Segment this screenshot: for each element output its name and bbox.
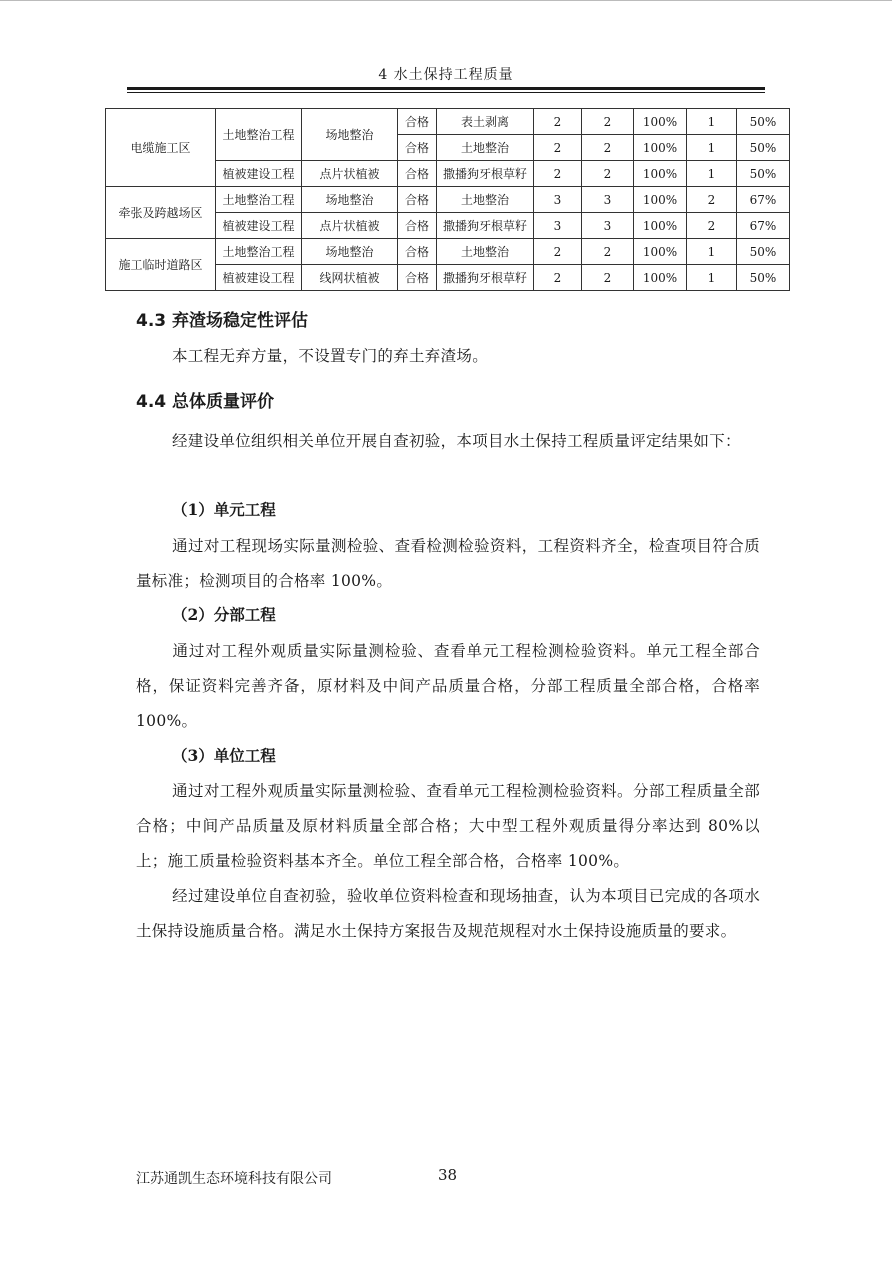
table-cell-excellent: 1 [687,135,737,161]
table-cell-excellent-rate: 67% [737,213,790,239]
table-cell-qualified: 2 [582,239,634,265]
table-cell-unit: 土地整治 [437,135,534,161]
table-cell-excellent: 1 [687,161,737,187]
table-row [106,187,790,213]
table-cell-pass-rate: 100% [634,109,687,135]
table-cell-count: 2 [534,161,582,187]
paragraph-intro [136,424,760,459]
paragraph-unit-project [136,529,760,599]
table-cell-excellent: 1 [687,239,737,265]
table-cell-qualified: 2 [582,109,634,135]
table-cell-excellent-rate: 50% [737,239,790,265]
table-cell-area: 电缆施工区 [106,109,216,187]
table-cell-grade: 合格 [398,239,437,265]
table-cell-division: 场地整治 [302,239,398,265]
table-cell-excellent: 1 [687,265,737,291]
table-cell-project: 植被建设工程 [216,161,302,187]
section-heading-4-4: 4.4 总体质量评价 [136,392,275,412]
paragraph-text: 通过对工程现场实际量测检验、查看检测检验资料，工程资料齐全，检查项目符合质量标准；检测项目的合格率 100%。 [136,537,760,590]
table-cell-unit: 撒播狗牙根草籽 [437,213,534,239]
paragraph-branch-project [136,634,760,739]
table-cell-division: 场地整治 [302,187,398,213]
header-rule-thick [127,87,765,90]
table-cell-count: 2 [534,109,582,135]
paragraph-unit-work [136,774,760,879]
table-cell-excellent-rate: 50% [737,265,790,291]
table-cell-pass-rate: 100% [634,239,687,265]
table-cell-grade: 合格 [398,109,437,135]
table-cell-qualified: 2 [582,265,634,291]
table-cell-pass-rate: 100% [634,213,687,239]
table-cell-unit: 土地整治 [437,187,534,213]
table-cell-pass-rate: 100% [634,135,687,161]
subheading-unit-work: （3）单位工程 [172,746,276,765]
subheading-branch-project: （2）分部工程 [172,605,276,624]
table-cell-area: 牵张及跨越场区 [106,187,216,239]
table-cell-division: 场地整治 [302,109,398,161]
table-cell-project: 土地整治工程 [216,109,302,161]
table-cell-excellent-rate: 50% [737,135,790,161]
table-cell-project: 植被建设工程 [216,213,302,239]
running-header: 4 水土保持工程质量 [378,67,514,83]
table-cell-excellent-rate: 50% [737,109,790,135]
table-cell-grade: 合格 [398,213,437,239]
table-cell-excellent: 1 [687,109,737,135]
paragraph-text: 经建设单位组织相关单位开展自查初验，本项目水土保持工程质量评定结果如下： [172,432,741,450]
table-cell-excellent-rate: 67% [737,187,790,213]
footer-company: 江苏通凯生态环境科技有限公司 [136,1171,332,1187]
section-heading-4-3: 4.3 弃渣场稳定性评估 [136,311,309,331]
table-cell-project: 土地整治工程 [216,187,302,213]
table-cell-pass-rate: 100% [634,265,687,291]
table-cell-grade: 合格 [398,135,437,161]
page-top-border [0,0,892,1]
table-cell-excellent: 2 [687,187,737,213]
table-cell-grade: 合格 [398,265,437,291]
table-cell-division: 线网状植被 [302,265,398,291]
table-cell-count: 3 [534,187,582,213]
table-cell-pass-rate: 100% [634,187,687,213]
table-cell-unit: 土地整治 [437,239,534,265]
table-cell-count: 2 [534,265,582,291]
paragraph-conclusion [136,879,760,949]
table-cell-excellent: 2 [687,213,737,239]
table-row [106,239,790,265]
table-cell-excellent-rate: 50% [737,161,790,187]
table-cell-division: 点片状植被 [302,161,398,187]
table-cell-count: 3 [534,213,582,239]
page-number: 38 [438,1166,458,1184]
table-cell-grade: 合格 [398,187,437,213]
table-cell-unit: 表土剥离 [437,109,534,135]
table-cell-pass-rate: 100% [634,161,687,187]
subheading-unit-project: （1）单元工程 [172,500,276,519]
table-cell-grade: 合格 [398,161,437,187]
table-cell-qualified: 2 [582,135,634,161]
table-cell-qualified: 3 [582,213,634,239]
paragraph-no-spoil [136,339,760,374]
table-cell-unit: 撒播狗牙根草籽 [437,161,534,187]
table-row [106,109,790,135]
table-cell-project: 植被建设工程 [216,265,302,291]
paragraph-text: 经过建设单位自查初验，验收单位资料检查和现场抽查，认为本项目已完成的各项水土保持设施质量合格。满足水土保持方案报告及规范规程对水土保持设施质量的要求。 [136,887,760,940]
table-cell-area: 施工临时道路区 [106,239,216,291]
table-cell-division: 点片状植被 [302,213,398,239]
table-cell-count: 2 [534,135,582,161]
paragraph-text: 通过对工程外观质量实际量测检验、查看单元工程检测检验资料。分部工程质量全部合格；中间产品质量及原材料质量全部合格；大中型工程外观质量得分率达到 80%以上；施工质量检验资料基本齐全。单位工程全部合格，合格率 100%。 [136,782,760,870]
paragraph-text: 本工程无弃方量，不设置专门的弃土弃渣场。 [172,347,489,365]
table-cell-qualified: 2 [582,161,634,187]
table-cell-project: 土地整治工程 [216,239,302,265]
quality-assessment-table [105,108,790,291]
table-cell-count: 2 [534,239,582,265]
paragraph-text: 通过对工程外观质量实际量测检验、查看单元工程检测检验资料。单元工程全部合格，保证资料完善齐备，原材料及中间产品质量合格，分部工程质量全部合格，合格率 100%。 [136,642,760,730]
header-rule-thin [127,92,765,93]
table-cell-qualified: 3 [582,187,634,213]
table-cell-unit: 撒播狗牙根草籽 [437,265,534,291]
